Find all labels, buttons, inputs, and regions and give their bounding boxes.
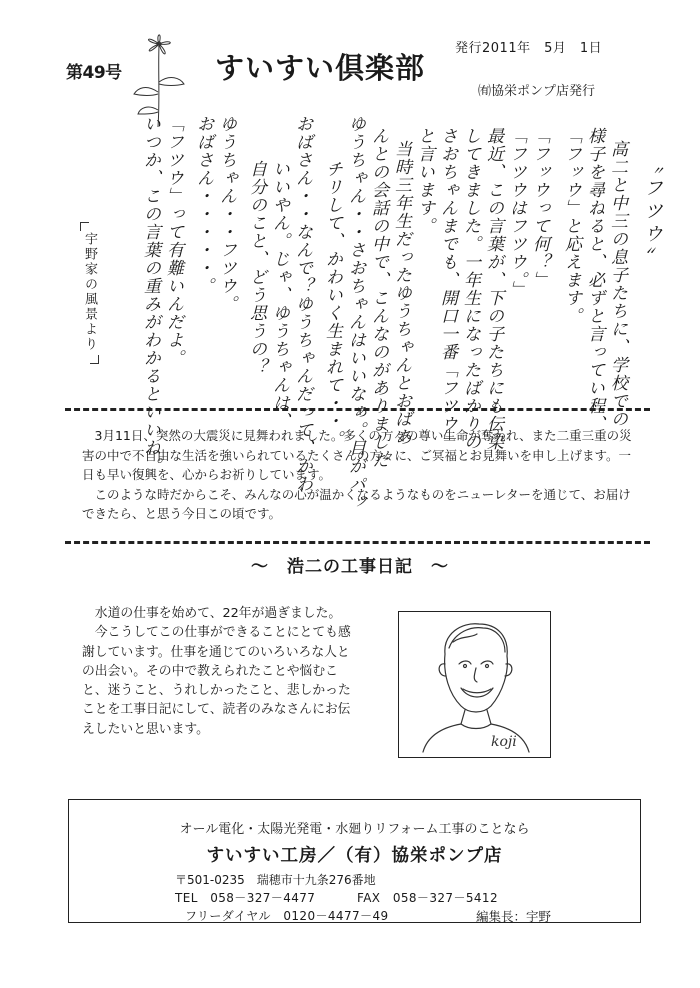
newsletter-title: すいすい倶楽部 [215, 51, 426, 85]
diary-text [82, 604, 362, 739]
dashed-divider [65, 408, 650, 411]
notice-paragraph: 3月11日、突然の大震災に見舞われました。多くの方々の尊い生命が奪われ、また二重三重の災害の中で不自由な生活を強いられているたくさんの方々に、ご冥福とお見舞いを申し上げます。一日も早い復興を、心からお祈りしています。 [82, 428, 632, 482]
dashed-divider [65, 541, 650, 544]
essay-heading: 〝フツウ〟 [641, 155, 663, 270]
essay-column: 「フッウ」と応えます。 [561, 127, 581, 325]
issue-number: 第49号 [66, 63, 122, 83]
diary-paragraph: 今こうしてこの仕事ができることにとても感謝しています。仕事を通じてのいろいろな人との出会い。その中で教えられたことや悩むこと、迷うこと、うれしかったこと、悲しかったことを工事日記にして、読者のみなさんにお伝えしたいと思います。 [82, 625, 351, 737]
essay-column: してきました。一年生になったばかりの [460, 127, 480, 451]
essay-column: おばさん・・・・・。 [193, 115, 213, 295]
telephone: TEL 058－327－4477 [175, 891, 316, 905]
essay-column: 自分のこと、どう思うの？ [246, 160, 266, 376]
essay-column: 「フツウ」って有難いんだよ。 [163, 115, 183, 367]
essay-column: いつか、この言葉の重みがわかるといいね。 [140, 115, 160, 475]
essay-column: んとの会話の中で、こんなのがありました [368, 127, 388, 469]
essay-column: 高二と中三の息子たちに、学校での [607, 140, 627, 428]
essay-column: ゆうちゃん・・さおちゃんはいいなぁ。目がパッ [345, 115, 365, 511]
company-name: すいすい工房／（有）協栄ポンプ店 [206, 846, 503, 866]
caption-bracket-open [80, 222, 89, 231]
service-tagline: オール電化・太陽光発電・水廻りリフォーム工事のことなら [179, 822, 530, 837]
essay-column: 当時三年生だったゆうちゃんとおばあ [391, 140, 411, 446]
essay-column: おばさん・・なんで？ゆうちゃんだって、かわ [292, 115, 312, 493]
essay-column: 「フッウって何？」 [529, 127, 549, 289]
essay-column: 様子を尋ねると、必ずと言ってい程、 [584, 127, 604, 433]
contact-box [68, 799, 641, 923]
publisher: ㈲協栄ポンプ店発行 [478, 84, 596, 99]
portrait-signature: koji [491, 734, 517, 750]
free-dial: フリーダイヤル 0120－4477－49 [185, 909, 389, 923]
essay-column: さおちゃんまでも、開口一番「フツウ」 [437, 127, 457, 451]
publication-date: 発行2011年 5月 1日 [455, 41, 603, 56]
portrait-illustration [398, 611, 551, 758]
essay-column: ゆうちゃん・・フツウ。 [216, 115, 236, 313]
essay-column: 「フツウはフツウ。」 [506, 127, 526, 299]
essay-column: 最近、この言葉が、下の子たちにも伝染 [483, 127, 503, 451]
editor: 編集長：宇野 [476, 909, 552, 924]
address: 〒501-0235 瑞穂市十九条276番地 [175, 873, 376, 887]
section-title: ～ 浩二の工事日記 ～ [251, 557, 449, 577]
earthquake-notice [82, 426, 642, 524]
essay-column: チリして、かわいく生まれて・・。 [322, 160, 342, 448]
essay-column: いいやん。じゃ、ゆうちゃんは、 [269, 160, 289, 430]
essay-caption: 宇野家の風景より [82, 232, 97, 352]
fax: FAX 058－327－5412 [357, 891, 498, 905]
notice-paragraph: このような時だからこそ、みんなの心が温かくなるようなものをニューレターを通じて、お届けできたら、と思う今日この頃です。 [82, 486, 631, 521]
essay-column: と言います。 [414, 127, 434, 235]
caption-bracket-close [90, 355, 99, 364]
flower-illustration [128, 22, 190, 130]
diary-paragraph: 水道の仕事を始めて、22年が過ぎました。 [94, 606, 342, 621]
